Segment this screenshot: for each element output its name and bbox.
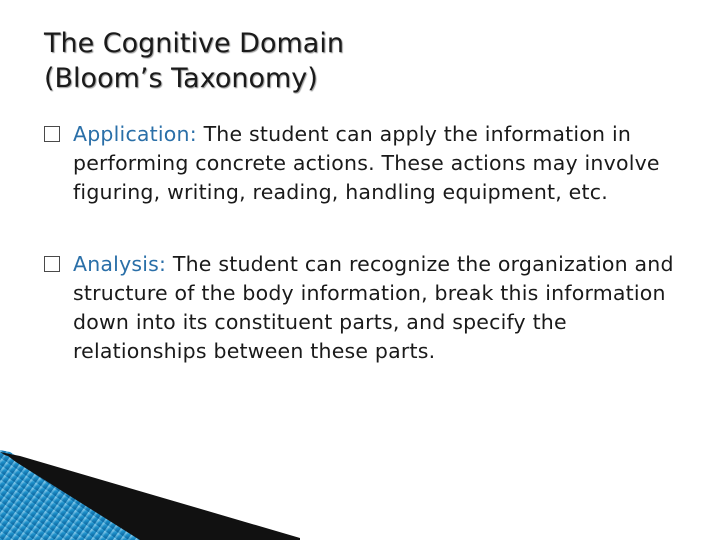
bullet-term-application: Application: (73, 122, 197, 146)
bullet-analysis (44, 250, 694, 366)
bullet-list (44, 120, 694, 366)
corner-decoration (0, 450, 300, 540)
slide-title (44, 26, 604, 96)
bullet-text-application: The student can apply the information in performing concrete actions. These actions may involve figuring, writing, reading, handling equipment, etc. (73, 122, 660, 204)
title-line-2: (Bloom’s Taxonomy) (44, 63, 318, 94)
bullet-term-analysis: Analysis: (73, 252, 167, 276)
bullet-application (44, 120, 694, 207)
title-line-1: The Cognitive Domain (44, 28, 344, 59)
bullet-box-icon (44, 126, 60, 142)
bullet-box-icon (44, 256, 60, 272)
bullet-text-analysis: The student can recognize the organization and structure of the body information, break this information down into its constituent parts, and specify the relationships between these parts. (73, 252, 674, 363)
